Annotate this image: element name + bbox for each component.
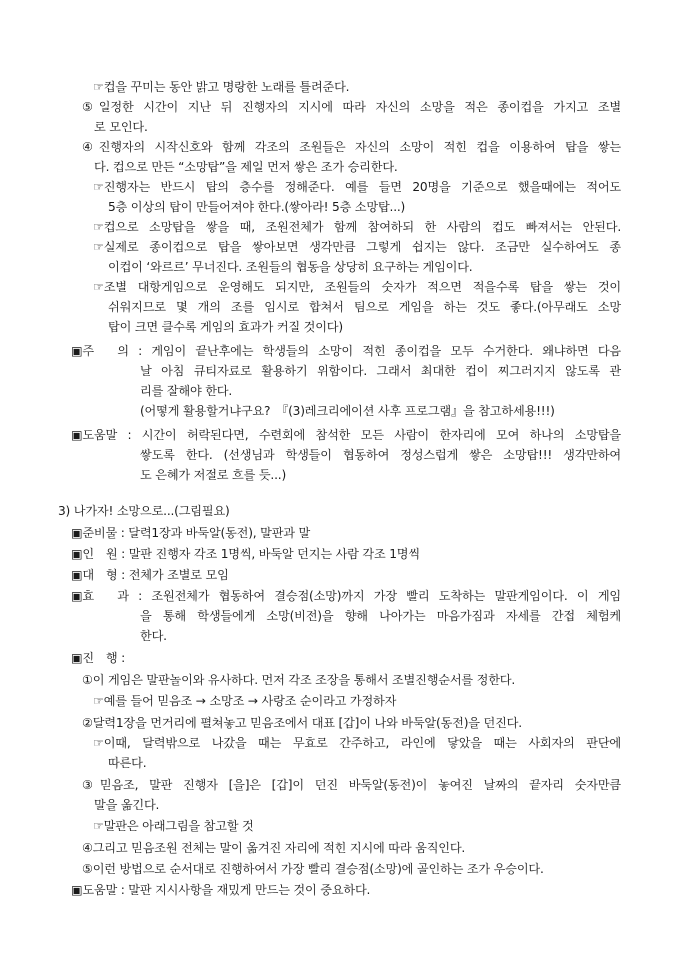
step-5-line-cont: 로 모인다.: [94, 120, 148, 134]
formation-line: ▣대 형 : 전체가 조별로 모임: [71, 568, 229, 582]
caution-line-cont: 날 아침 큐티자료로 활용하기 위함이다. 그래서 최대한 컵이 찌그러지지 않도록 관: [140, 364, 621, 378]
tip-line-cont: 5층 이상의 탑이 만들어져야 한다.(쌓아라! 5층 소망탑...): [108, 200, 406, 214]
tip-line: ☞진행자는 반드시 탑의 층수를 정해준다. 예를 들면 20명을 기준으로 했을때에는 적어도: [93, 180, 621, 194]
caution-reference: (어떻게 활용할거냐구요? 『(3)레크리에이션 사후 프로그램』을 참고하세용!!!): [140, 404, 555, 418]
tip-line-cont: 탑이 크면 클수록 게임의 효과가 커질 것이다): [108, 320, 343, 334]
help-line: ▣도움말 : 시간이 허락된다면, 수련회에 참석한 모든 사람이 한자리에 모여 하나의 소망탑을: [71, 428, 621, 442]
step-4-line: ④그리고 믿음조원 전체는 말이 옮겨진 자리에 적힌 지시에 따라 움직인다.: [82, 841, 466, 855]
step-4-line: ④진행자의 시작신호와 함께 각조의 조원들은 자신의 소망이 적힌 컵을 이용하여 탑을 쌓는: [82, 140, 621, 154]
materials-line: ▣준비물 : 달력1장과 바둑알(동전), 말판과 말: [71, 526, 311, 540]
tip-line: ☞말판은 아래그림을 참고할 것: [93, 819, 254, 833]
step-5-line: ⑤이런 방법으로 순서대로 진행하여서 가장 빨리 결승점(소망)에 골인하는 조가 우승이다.: [82, 862, 544, 876]
tip-line: ☞실제로 종이컵으로 탑을 쌓아보면 생각만큼 그렇게 쉽지는 않다. 조금만 실수하여도 종: [93, 240, 621, 254]
tip-line-cont: 쉬워지므로 몇 개의 조를 임시로 합쳐서 팀으로 게임을 하는 것도 좋다.(아무래도 소망: [108, 300, 621, 314]
tip-line: ☞컵으로 소망탑을 쌓을 때, 조원전체가 함께 참여하되 한 사람의 컵도 빠져서는 안된다.: [93, 220, 621, 234]
effect-line: ▣효 과 : 조원전체가 협동하여 결승점(소망)까지 가장 빨리 도착하는 말판게임이다. 이 게임: [71, 589, 621, 603]
tip-line-cont: 따른다.: [108, 756, 147, 770]
procedure-label: ▣진 행 :: [71, 651, 126, 665]
tip-line: ☞예를 들어 믿음조 → 소망조 → 사랑조 순이라고 가정하자: [93, 694, 397, 708]
caution-line: ▣주 의 : 게임이 끝난후에는 학생들의 소망이 적힌 종이컵을 모두 수거한다. 왜냐하면 다음: [71, 344, 621, 358]
tip-line-cont: 이컵이 ‘와르르’ 무너진다. 조원들의 협동을 상당히 요구하는 게임이다.: [108, 260, 473, 274]
step-4-line-cont: 다. 컵으로 만든 “소망탑”을 제일 먼저 쌓은 조가 승리한다.: [94, 160, 398, 174]
help-line-cont: 쌓도록 한다. (선생님과 학생들이 협동하여 정성스럽게 쌓은 소망탑!!! 생각만하여: [140, 448, 621, 462]
step-5-line: ⑤일정한 시간이 지난 뒤 진행자의 지시에 따라 자신의 소망을 적은 종이컵을 가지고 조별: [82, 100, 621, 114]
step-1-line: ①이 게임은 말판놀이와 유사하다. 먼저 각조 조장을 통해서 조별진행순서를 정한다.: [82, 673, 516, 687]
effect-line-cont: 한다.: [140, 629, 167, 643]
step-3-line-cont: 말을 옮긴다.: [94, 798, 160, 812]
step-2-line: ②달력1장을 먼거리에 펼쳐놓고 믿음조에서 대표 [갑]이 나와 바둑알(동전)을 던진다.: [82, 716, 522, 730]
effect-line-cont: 을 통해 학생들에게 소망(비전)을 향해 나아가는 마음가짐과 자세를 간접 체험케: [140, 609, 621, 623]
tip-line: ☞조별 대항게임으로 운영해도 되지만, 조원들의 숫자가 적으면 적을수록 탑을 쌓는 것이: [93, 280, 621, 294]
step-3-line: ③믿음조, 말판 진행자 [을]은 [갑]이 던진 바둑알(동전)이 놓여진 날짜의 끝자리 숫자만큼: [82, 778, 621, 792]
help-line: ▣도움말 : 말판 지시사항을 재밌게 만드는 것이 중요하다.: [71, 883, 371, 897]
section-heading: 3) 나가자! 소망으로...(그림필요): [58, 504, 230, 518]
tip-line: ☞이때, 달력밖으로 나갔을 때는 무효로 간주하고, 라인에 닿았을 때는 사회자의 판단에: [93, 736, 621, 750]
tip-line: ☞컵을 꾸미는 동안 밝고 명랑한 노래를 틀려준다.: [93, 80, 350, 94]
personnel-line: ▣인 원 : 말판 진행자 각조 1명씩, 바둑알 던지는 사람 각조 1명씩: [71, 547, 420, 561]
help-line-cont: 도 은혜가 저절로 흐를 듯...): [140, 468, 287, 482]
caution-line-cont: 리를 잘해야 한다.: [140, 384, 233, 398]
